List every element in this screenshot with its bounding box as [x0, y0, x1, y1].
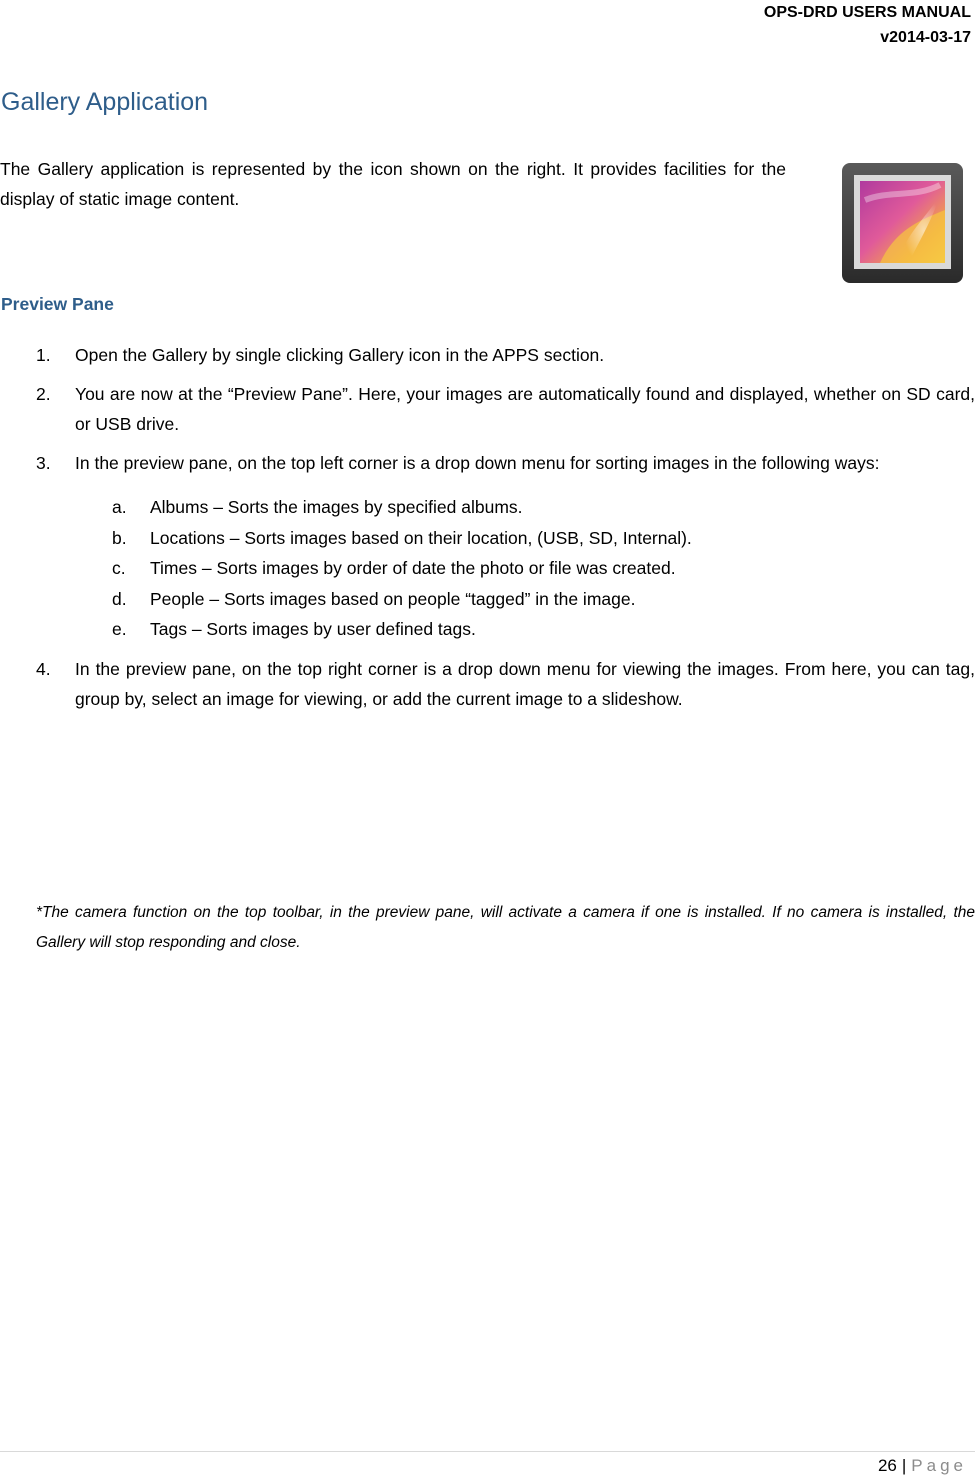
step-text: In the preview pane, on the top right corner is a drop down menu for viewing the images. From here, you can tag, group by, select an image for viewing, or add the current image to a slideshow.	[75, 658, 975, 709]
step-number: 3.	[36, 453, 51, 473]
list-item	[75, 584, 975, 615]
list-item	[75, 492, 975, 523]
sort-options-list	[75, 492, 975, 645]
option-letter: a.	[112, 497, 127, 517]
step-number: 2.	[36, 384, 51, 404]
option-text: People – Sorts images based on people “tagged” in the image.	[150, 588, 636, 609]
list-item	[0, 654, 975, 714]
document-header	[764, 0, 971, 50]
list-item	[75, 614, 975, 645]
section-heading-preview-pane: Preview Pane	[1, 294, 114, 314]
steps-list	[0, 340, 975, 723]
step-text: Open the Gallery by single clicking Gallery icon in the APPS section.	[75, 345, 605, 365]
option-text: Locations – Sorts images based on their location, (USB, SD, Internal).	[150, 527, 692, 548]
footer-divider	[0, 1451, 975, 1452]
list-item	[0, 379, 975, 439]
step-number: 4.	[36, 658, 51, 679]
page-label: Page	[911, 1456, 967, 1475]
option-text: Times – Sorts images by order of date the photo or file was created.	[150, 558, 676, 578]
intro-paragraph: The Gallery application is represented by the icon shown on the right. It provides facilities for the display of static image content.	[0, 159, 786, 209]
list-item	[0, 448, 975, 645]
option-text: Albums – Sorts the images by specified albums.	[150, 497, 523, 517]
list-item	[0, 340, 975, 370]
list-item	[75, 523, 975, 554]
step-text: You are now at the “Preview Pane”. Here, your images are automatically found and displayed, whether on SD card, or USB drive.	[75, 384, 975, 434]
step-text: In the preview pane, on the top left corner is a drop down menu for sorting images in the following ways:	[75, 453, 880, 473]
camera-note: *The camera function on the top toolbar, in the preview pane, will activate a camera if one is installed. If no camera is installed, the Gallery will stop responding and close.	[36, 904, 975, 951]
header-title: OPS-DRD USERS MANUAL	[763, 4, 971, 21]
gallery-app-icon	[840, 160, 965, 285]
option-letter: e.	[112, 619, 127, 639]
header-version: v2014-03-17	[880, 29, 971, 46]
option-letter: d.	[112, 588, 127, 609]
option-letter: c.	[112, 558, 126, 578]
page-number: 26	[877, 1456, 897, 1475]
step-number: 1.	[36, 345, 51, 365]
page-footer	[878, 1456, 967, 1476]
list-item	[75, 553, 975, 584]
footer-separator: |	[901, 1456, 907, 1475]
option-text: Tags – Sorts images by user defined tags.	[150, 619, 476, 639]
page-title: Gallery Application	[1, 88, 209, 116]
option-letter: b.	[112, 527, 127, 548]
